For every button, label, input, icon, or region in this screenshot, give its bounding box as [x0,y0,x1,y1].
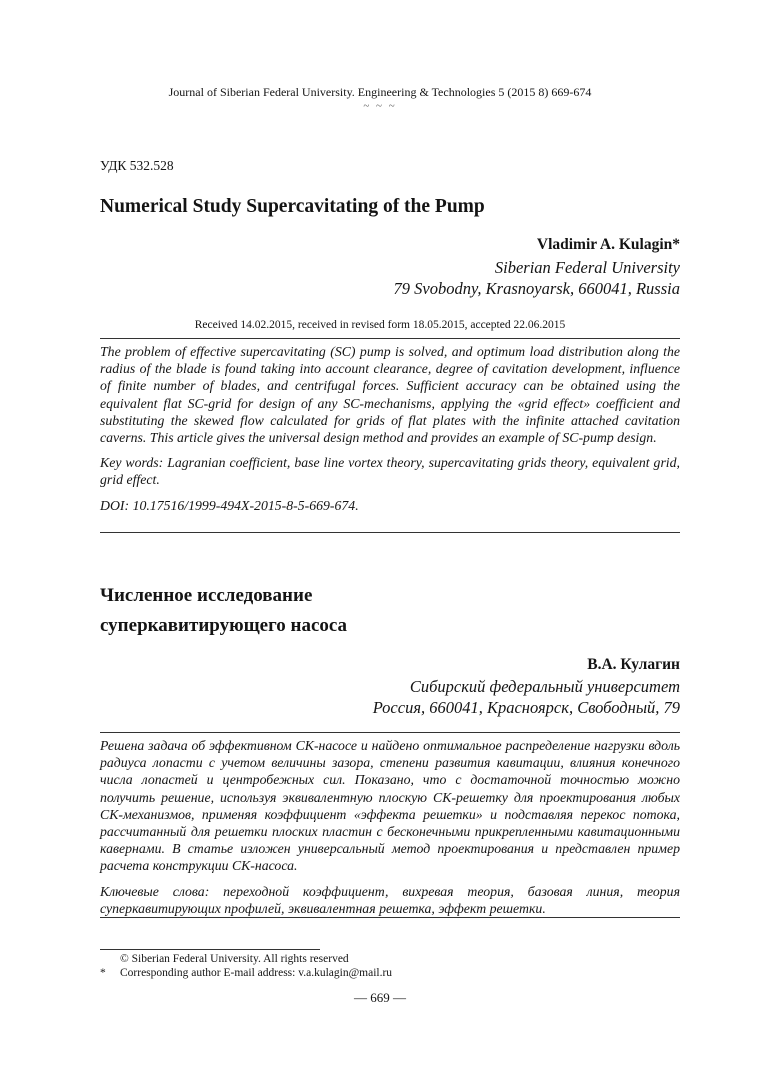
page-number: — 669 — [354,990,406,1005]
footnote-star: * [100,967,106,979]
affiliation-ru: Сибирский федеральный университет [409,677,680,696]
footnote-copyright-text: © Siberian Federal University. All rights reserved [120,953,349,965]
address-ru: Россия, 660041, Красноярск, Свободный, 79 [372,698,680,717]
article-title-en: Numerical Study Supercavitating of the Pump [100,196,485,217]
doi-text: DOI: 10.17516/1999-494X-2015-8-5-669-674. [100,497,359,513]
abstract-en-block [100,343,680,514]
journal-header: Journal of Siberian Federal University. Engineering & Technologies 5 (2015 8) 669-674 [168,85,592,99]
footnote-corresponding [100,966,392,980]
footnote-corresponding-text: Corresponding author E-mail address: v.a.kulagin@mail.ru [120,967,393,979]
footnote-copyright [100,952,349,966]
udk-code: УДК 532.528 [100,158,174,173]
article-title-ru-line2: суперкавитирующего насоса [100,615,348,636]
abstract-ru-bottom-rule [100,917,680,918]
article-title-ru-line1: Численное исследование [100,585,313,606]
author-name-ru: В.А. Кулагин [587,656,680,673]
footnote-rule [100,949,320,950]
affiliation-en: Siberian Federal University [494,258,680,277]
author-name-en: Vladimir A. Kulagin* [536,236,680,253]
keywords-en: Key words: Lagranian coefficient, base line vortex theory, supercavitating grids theory, equivalent grid, grid effect. [100,455,680,488]
address-en: 79 Svobodny, Krasnoyarsk, 660041, Russia [393,279,680,298]
abstract-ru-block [100,737,680,917]
received-dates: Received 14.02.2015, received in revised form 18.05.2015, accepted 22.06.2015 [194,319,566,331]
abstract-ru: Решена задача об эффективном СК-насосе и найдено оптимальное распределение нагрузки вдоль радиуса лопасти с учетом величины зазора, степени развития кавитации, влияния конечного числа лопастей и центробежных сил. Показано, что с достаточной точностью можно получить решение, используя эквивалентную плоскую СК-решетку для проектирования любых СК-механизмов, применяя коэффициент «эффекта решетки» и подставляя перекос потока, рассчитанный для решетки плоских пластин с бесконечными прикрепленными кавитационными кавернами. В статье изложен универсальный метод проектирования и представлен пример расчета конструкции СК-насоса. [100,738,680,874]
abstract-top-rule [100,338,680,339]
abstract-en: The problem of effective supercavitating (SC) pump is solved, and optimum load distribution along the radius of the blade is found taking into account clearance, degree of cavitation development, influence of finite number of blades, and centrifugal forces. Sufficient accuracy can be obtained using the equivalent flat SC-grid for design of any SC-mechanisms, applying the «grid effect» coefficient and substituting the skewed flow calculated for grids of flat plates with the infinite attached cavitation caverns. This article gives the universal design method and provides an example of SC-pump design. [100,344,680,446]
abstract-ru-top-rule [100,732,680,733]
header-ornament: ~ ~ ~ [363,100,397,112]
abstract-bottom-rule [100,532,680,533]
keywords-ru: Ключевые слова: переходной коэффициент, вихревая теория, базовая линия, теория суперкавитирующих профилей, эквивалентная решетка, эффект решетки. [100,883,680,916]
